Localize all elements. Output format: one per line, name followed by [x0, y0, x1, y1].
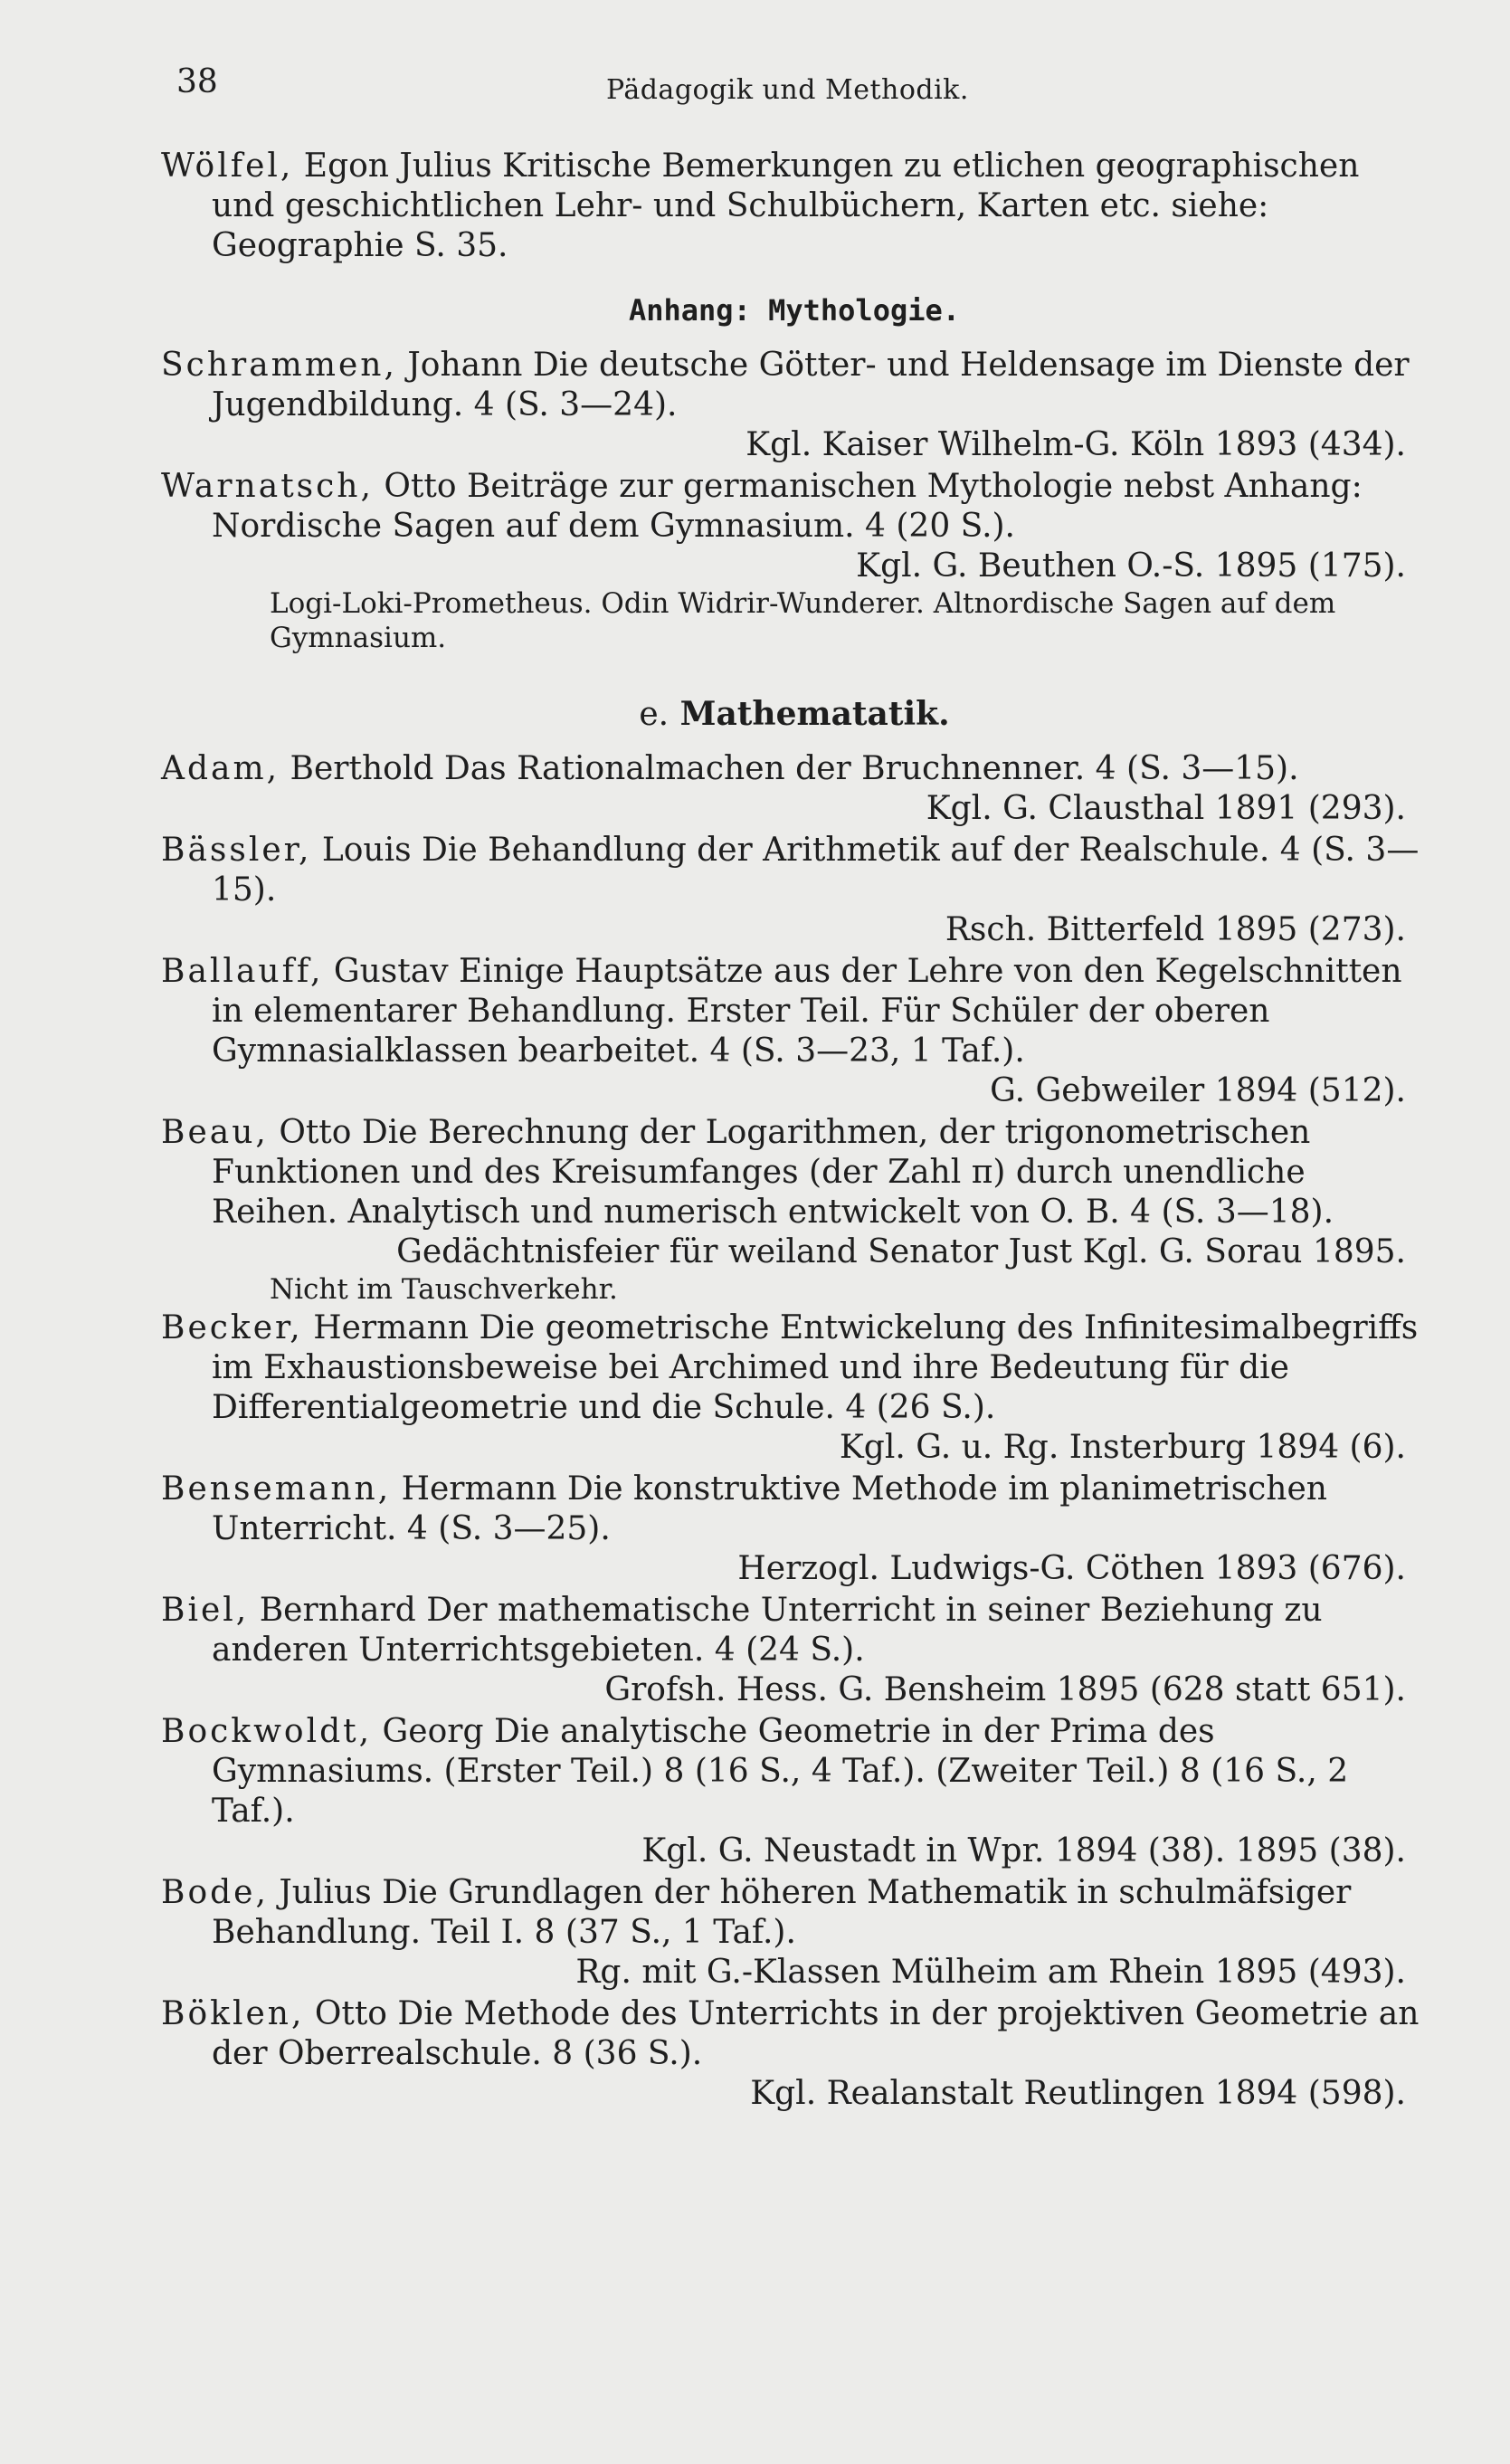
- entry-location: Kgl. G. Clausthal 1891 (293).: [926, 790, 1406, 827]
- entry-bode: [161, 1873, 1428, 1993]
- entry-ballauff: [161, 952, 1428, 1111]
- entry-text: Louis Die Behandlung der Arithmetik auf der Realschule. 4 (S. 3—15).: [212, 832, 1420, 909]
- entry-location: Grofsh. Hess. G. Bensheim 1895 (628 statt 651).: [604, 1671, 1406, 1708]
- author-name: Bockwoldt,: [161, 1713, 373, 1750]
- section-letter: e.: [639, 696, 670, 733]
- entry-boklen: [161, 1994, 1428, 2114]
- entry-text: Otto Die Methode des Unterrichts in der projektiven Geometrie an der Oberrealschule. 8 (36 S.).: [212, 1995, 1420, 2072]
- entry-text: Johann Die deutsche Götter- und Heldensage im Dienste der Jugendbildung. 4 (S. 3—24).: [212, 347, 1410, 423]
- entry-text: Julius Die Grundlagen der höheren Mathematik in schulmäfsiger Behandlung. Teil I. 8 (37 S., 1 Taf.).: [212, 1874, 1352, 1951]
- author-name: Bässler,: [161, 832, 312, 869]
- running-title: Pädagogik und Methodik.: [606, 74, 969, 106]
- entry-text: Georg Die analytische Geometrie in der Prima des Gymnasiums. (Erster Teil.) 8 (16 S., 4 Taf.). (Zweiter Teil.) 8 (16 S., 2 Taf.).: [212, 1713, 1349, 1830]
- entry-location: Kgl. Realanstalt Reutlingen 1894 (598).: [750, 2075, 1406, 2112]
- author-name: Bode,: [161, 1874, 269, 1911]
- entry-location: Kgl. G. Neustadt in Wpr. 1894 (38). 1895 (38).: [641, 1832, 1406, 1869]
- entry-warnatsch: [161, 467, 1428, 655]
- entry-text: Hermann Die geometrische Entwickelung des Infinitesimalbegriffs im Exhaustionsbeweise bei Archimed und ihre Bedeutung für die Differentialgeometrie und die Schule. 4 (26 S.).: [212, 1309, 1419, 1426]
- entry-location: G. Gebweiler 1894 (512).: [990, 1072, 1406, 1109]
- entry-biel: [161, 1591, 1428, 1710]
- entry-text: Otto Beiträge zur germanischen Mythologie nebst Anhang: Nordische Sagen auf dem Gymnasium. 4 (20 S.).: [212, 468, 1363, 545]
- entry-location: Gedächtnisfeier für weiland Senator Just Kgl. G. Sorau 1895.: [396, 1233, 1406, 1270]
- entry-becker: [161, 1308, 1428, 1468]
- entry-bassler: [161, 831, 1428, 950]
- author-name: Beau,: [161, 1114, 269, 1151]
- entry-bensemann: [161, 1470, 1428, 1589]
- author-name: Adam,: [161, 750, 280, 787]
- entry-text: Egon Julius Kritische Bemerkungen zu etlichen geographischen und geschichtlichen Lehr- und Schulbüchern, Karten etc. siehe: Geographie S. 35.: [212, 147, 1360, 264]
- entry-beau: [161, 1113, 1428, 1307]
- page-content: [161, 145, 1428, 2114]
- author-name: Böklen,: [161, 1995, 305, 2032]
- author-name: Becker,: [161, 1309, 303, 1346]
- author-name: Ballauff,: [161, 953, 324, 990]
- entry-adam: [161, 749, 1428, 829]
- author-name: Schrammen,: [161, 347, 397, 384]
- entry-text: Gustav Einige Hauptsätze aus der Lehre von den Kegelschnitten in elementarer Behandlung. Erster Teil. Für Schüler der oberen Gymnasialklassen bearbeitet. 4 (S. 3—23, 1 Taf.).: [212, 953, 1402, 1070]
- section-heading-mathematik: [161, 695, 1428, 733]
- entry-text: Hermann Die konstruktive Methode im planimetrischen Unterricht. 4 (S. 3—25).: [212, 1470, 1327, 1547]
- entry-note: Logi-Loki-Prometheus. Odin Widrir-Wunderer. Altnordische Sagen auf dem Gymnasium.: [270, 587, 1336, 654]
- entry-location: Kgl. G. Beuthen O.-S. 1895 (175).: [856, 547, 1406, 585]
- entry-location: Rsch. Bitterfeld 1895 (273).: [945, 911, 1406, 948]
- entry-text: Berthold Das Rationalmachen der Bruchnenner. 4 (S. 3—15).: [290, 750, 1299, 787]
- author-name: Bensemann,: [161, 1470, 392, 1508]
- entry-text: Otto Die Berechnung der Logarithmen, der trigonometrischen Funktionen und des Kreisumfanges (der Zahl π) durch unendliche Reihen. Analytisch und numerisch entwickelt von O. B. 4 (S. 3—18).: [212, 1114, 1334, 1231]
- entry-note: Nicht im Tauschverkehr.: [270, 1273, 618, 1306]
- section-heading-anhang: Anhang: Mythologie.: [628, 293, 961, 328]
- author-name: Wölfel,: [161, 147, 294, 185]
- page-number: 38: [176, 63, 218, 100]
- entry-location: Herzogl. Ludwigs-G. Cöthen 1893 (676).: [737, 1550, 1406, 1587]
- entry-bockwoldt: [161, 1712, 1428, 1871]
- author-name: Biel,: [161, 1592, 250, 1629]
- entry-text: Bernhard Der mathematische Unterricht in seiner Beziehung zu anderen Unterrichtsgebieten. 4 (24 S.).: [212, 1592, 1323, 1669]
- entry-wolfel: [161, 147, 1428, 266]
- entry-location: Kgl. Kaiser Wilhelm-G. Köln 1893 (434).: [746, 426, 1406, 463]
- entry-schrammen: [161, 346, 1428, 465]
- section-title: Mathematatik.: [679, 695, 950, 733]
- entry-location: Kgl. G. u. Rg. Insterburg 1894 (6).: [839, 1429, 1406, 1466]
- author-name: Warnatsch,: [161, 468, 374, 505]
- entry-location: Rg. mit G.-Klassen Mülheim am Rhein 1895 (493).: [575, 1954, 1406, 1991]
